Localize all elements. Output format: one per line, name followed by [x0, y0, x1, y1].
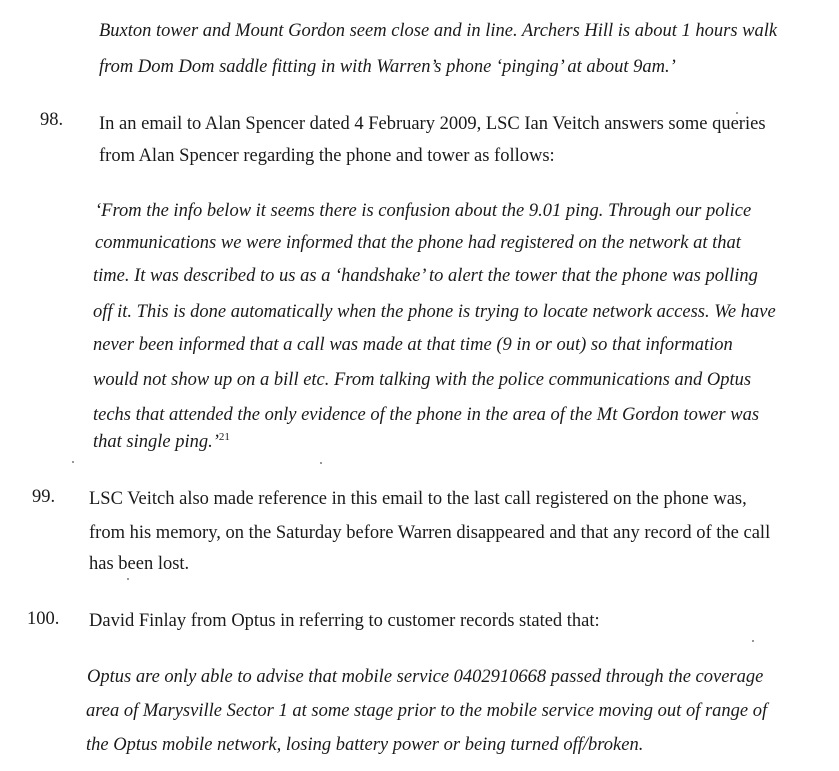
quote-98-line-6: would not show up on a bill etc. From talking with the police communications and Optus	[93, 370, 752, 390]
quote-100-line-1: Optus are only able to advise that mobile service 0402910668 passed through the coverage	[87, 667, 764, 687]
quote-98-line-4: off it. This is done automatically when the phone is trying to locate network access. We have	[93, 302, 776, 322]
quote-98-last-text: that single ping.’	[93, 432, 219, 452]
para-99-line-3: has been lost.	[89, 554, 190, 574]
paragraph-number-99: 99.	[32, 487, 56, 507]
quote-98-line-7: techs that attended the only evidence of the phone in the area of the Mt Gordon tower was	[93, 405, 760, 425]
para-99-line-2: from his memory, on the Saturday before Warren disappeared and that any record of the call	[89, 523, 771, 543]
quote-top-line-2: from Dom Dom saddle fitting in with Warren’s phone ‘pinging’ at about 9am.’	[99, 57, 676, 77]
para-98-line-1: In an email to Alan Spencer dated 4 February 2009, LSC Ian Veitch answers some queries	[99, 114, 766, 134]
paragraph-number-100: 100.	[27, 609, 60, 629]
quote-100-line-2: area of Marysville Sector 1 at some stage prior to the mobile service moving out of range of	[86, 701, 768, 721]
para-100-line-1: David Finlay from Optus in referring to customer records stated that:	[89, 611, 600, 631]
quote-98-line-5: never been informed that a call was made at that time (9 in or out) so that information	[93, 335, 733, 355]
scan-speck	[736, 112, 738, 114]
footnote-marker-21: 21	[218, 430, 230, 443]
scan-speck	[320, 462, 322, 464]
scan-speck	[752, 640, 754, 642]
quote-98-line-3: time. It was described to us as a ‘handshake’ to alert the tower that the phone was polling	[93, 266, 758, 286]
quote-98-line-1: ‘From the info below it seems there is confusion about the 9.01 ping. Through our police	[95, 201, 752, 221]
scan-speck	[127, 578, 129, 580]
quote-top-line-1: Buxton tower and Mount Gordon seem close and in line. Archers Hill is about 1 hours walk	[99, 21, 778, 41]
quote-98-line-2: communications we were informed that the phone had registered on the network at that	[95, 233, 741, 253]
scan-speck	[72, 461, 74, 463]
quote-98-line-8	[93, 431, 230, 453]
para-98-line-2: from Alan Spencer regarding the phone and tower as follows:	[99, 146, 555, 166]
para-99-line-1: LSC Veitch also made reference in this email to the last call registered on the phone was,	[89, 489, 747, 509]
paragraph-number-98: 98.	[40, 110, 64, 130]
quote-100-line-3: the Optus mobile network, losing battery power or being turned off/broken.	[86, 735, 644, 755]
